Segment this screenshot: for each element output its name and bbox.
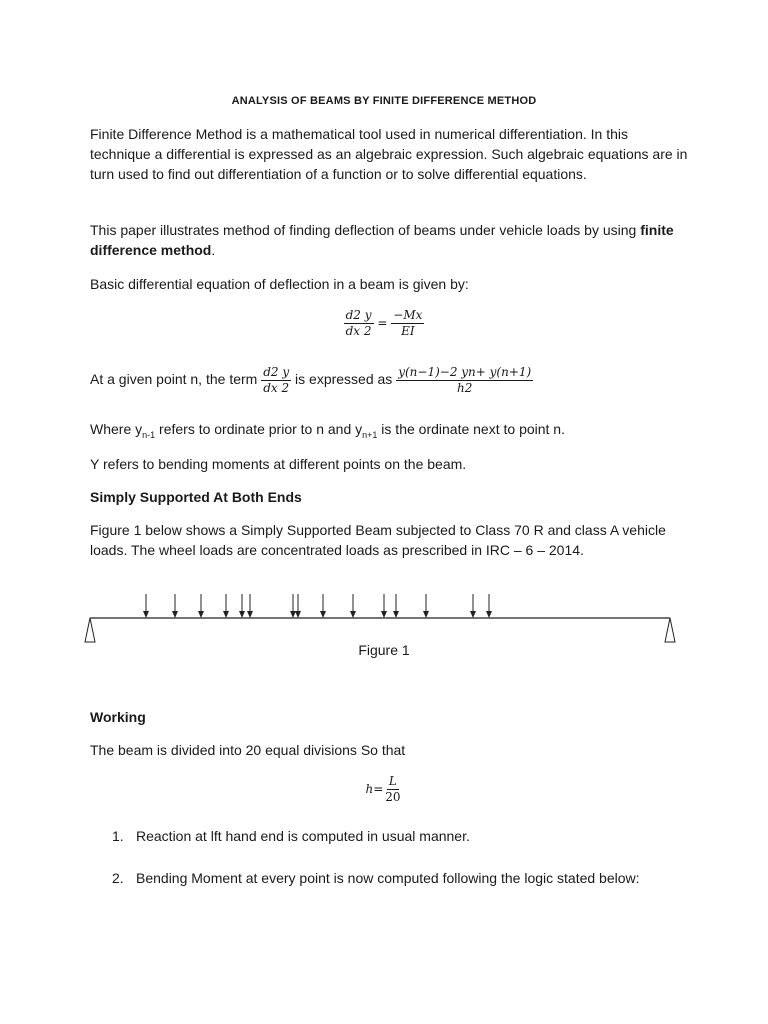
- load-arrow-head: [486, 611, 492, 618]
- figure-description-paragraph: Figure 1 below shows a Simply Supported Beam subjected to Class 70 R and class A vehicle loads. The wheel loads are concentrated loads as prescribed in IRC – 6 – 2014.: [90, 522, 666, 558]
- term-numerator: d2 y: [263, 364, 290, 379]
- load-arrow-head: [290, 611, 296, 618]
- equation-intro: Basic differential equation of deflection in a beam is given by:: [90, 276, 469, 292]
- list-item: [112, 826, 712, 846]
- intro-paragraph: Finite Difference Method is a mathematical tool used in numerical differentiation. In this technique a differential is expressed as an algebraic expression. Such algebraic equations are in turn used to find out differentiation of a function or to solve differential equations.: [90, 126, 688, 182]
- load-arrow-head: [381, 611, 387, 618]
- section-heading-simply-supported: Simply Supported At Both Ends: [90, 489, 302, 505]
- document-title: ANALYSIS OF BEAMS BY FINITE DIFFERENCE METHOD: [231, 95, 537, 107]
- eq2-denominator: 20: [385, 790, 401, 804]
- left-support: [85, 618, 95, 642]
- load-arrow-head: [239, 611, 245, 618]
- load-arrow-head: [295, 611, 301, 618]
- list-number: 1.: [112, 828, 124, 844]
- load-arrow-head: [247, 611, 253, 618]
- list-item: [112, 868, 712, 888]
- load-arrow-head: [393, 611, 399, 618]
- figure-caption: Figure 1: [358, 642, 410, 658]
- deflection-equation: [0, 308, 768, 339]
- eq1-rhs-denominator: EI: [401, 324, 415, 338]
- list-text: Bending Moment at every point is now computed following the logic stated below:: [136, 870, 640, 886]
- eq1-lhs-numerator: d2 y: [345, 308, 372, 322]
- load-arrow-head: [423, 611, 429, 618]
- purpose-bold-text: finite difference method: [90, 222, 674, 258]
- eq1-equals: =: [377, 316, 388, 330]
- eq1-lhs-fraction: [344, 308, 374, 339]
- eq2-fraction: [383, 774, 402, 805]
- load-arrow-head: [320, 611, 326, 618]
- load-arrow-head: [223, 611, 229, 618]
- point-n-paragraph: [90, 360, 690, 398]
- ordinate-text-b: refers to ordinate prior to n and y: [155, 421, 363, 437]
- eq2-lhs: h: [365, 782, 374, 796]
- purpose-paragraph: [90, 220, 690, 260]
- wheel-load-arrows: [143, 594, 492, 618]
- h-equation: [0, 774, 768, 805]
- beam-figure: [80, 588, 680, 650]
- divisions-paragraph: The beam is divided into 20 equal divisions So that: [90, 742, 406, 758]
- list-text: Reaction at lft hand end is computed in usual manner.: [136, 828, 470, 844]
- bending-moment-paragraph: Y refers to bending moments at different points on the beam.: [90, 456, 467, 472]
- load-arrow-head: [172, 611, 178, 618]
- section-heading-working: Working: [90, 709, 146, 725]
- purpose-text: This paper illustrates method of finding deflection of beams under vehicle loads by using: [90, 222, 641, 238]
- term-fraction: [261, 365, 291, 396]
- ordinate-sub-next: n+1: [362, 429, 378, 440]
- ordinate-text-a: Where y: [90, 421, 143, 437]
- point-n-mid: is expressed as: [295, 371, 393, 387]
- eq1-rhs-numerator: −Mx: [393, 308, 423, 322]
- eq2-equals: =: [373, 782, 384, 796]
- load-arrow-head: [143, 611, 149, 618]
- eq1-lhs-denominator: dx 2: [345, 324, 372, 338]
- list-number: 2.: [112, 870, 124, 886]
- load-arrow-head: [350, 611, 356, 618]
- term-denominator: dx 2: [263, 380, 290, 395]
- expression-numerator: y(n−1)−2 yn+ y(n+1): [398, 364, 532, 379]
- eq1-rhs-fraction: [391, 308, 424, 339]
- ordinate-text-c: is the ordinate next to point n.: [377, 421, 565, 437]
- ordinate-sub-prev: n-1: [142, 429, 156, 440]
- load-arrow-head: [470, 611, 476, 618]
- load-arrow-head: [198, 611, 204, 618]
- ordinate-paragraph: [90, 419, 690, 445]
- purpose-end: .: [211, 242, 216, 258]
- point-n-pre: At a given point n, the term: [90, 371, 258, 387]
- expression-fraction: [396, 365, 533, 396]
- right-support: [665, 618, 675, 642]
- expression-denominator: h2: [457, 380, 473, 395]
- eq2-numerator: L: [388, 774, 397, 788]
